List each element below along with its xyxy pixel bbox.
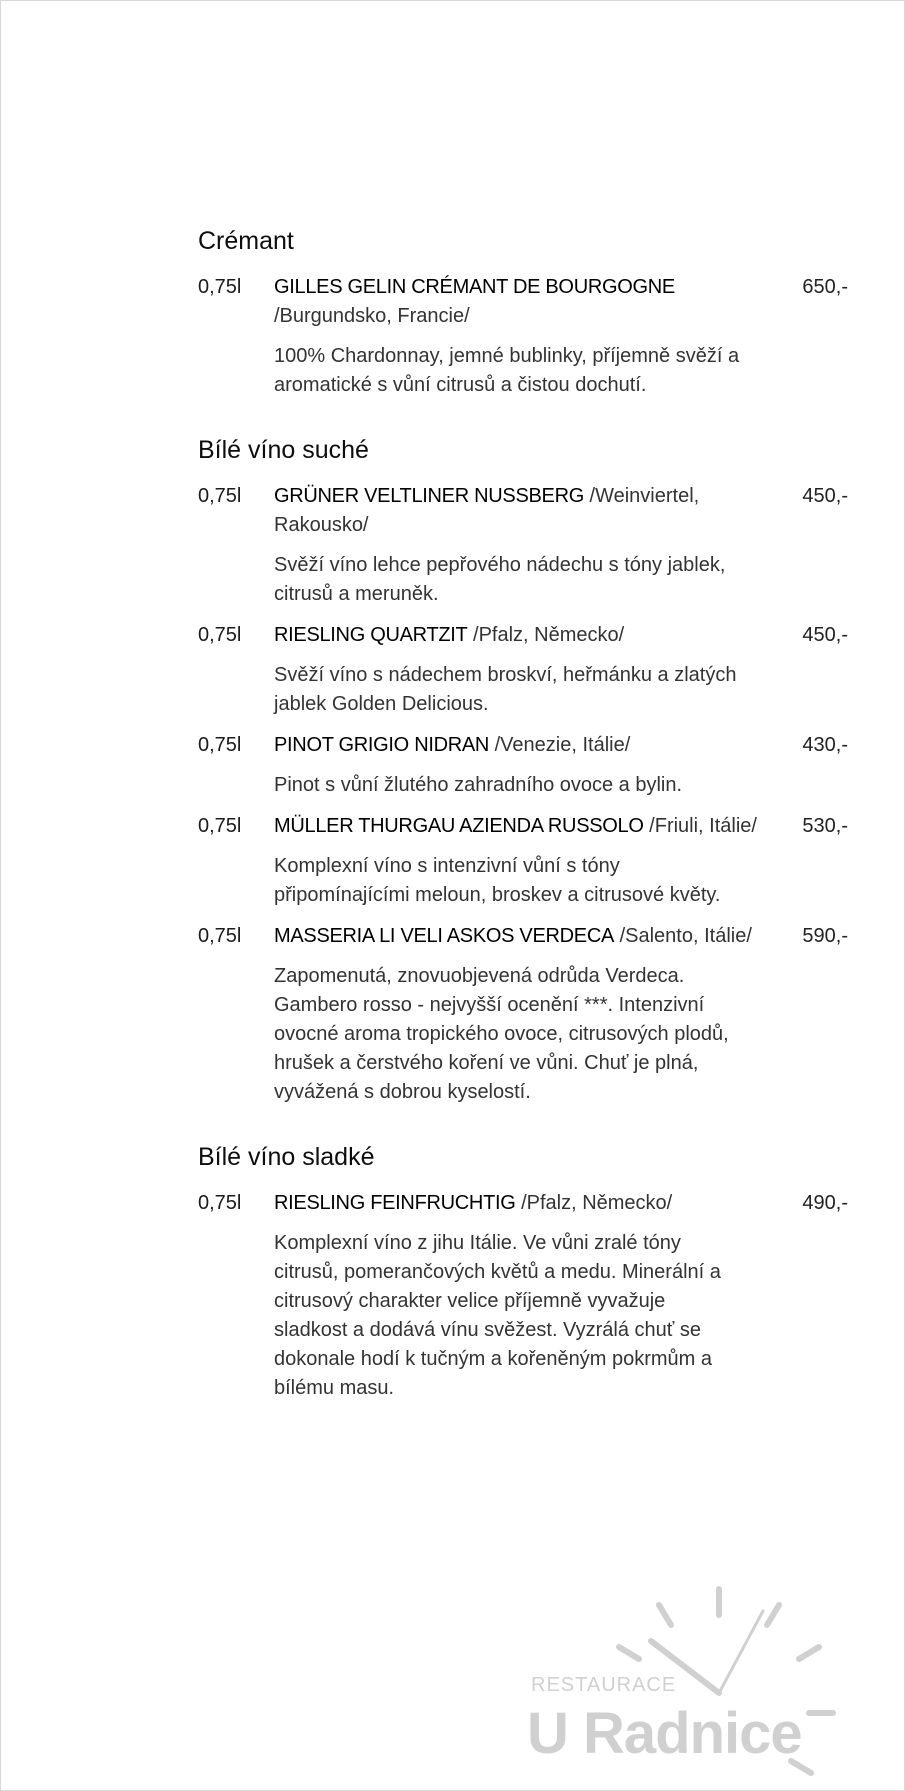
wine-description: Pinot s vůní žlutého zahradního ovoce a bylin. [274, 774, 683, 796]
wine-origin: /Venezie, Itálie/ [494, 734, 631, 756]
wine-volume: 0,75l [198, 276, 242, 298]
wine-description: Svěží víno s nádechem broskví, heřmánku a zlatých jablek Golden Delicious. [274, 664, 737, 715]
wine-item [198, 731, 848, 800]
wine-price: 490,- [802, 1192, 848, 1214]
wine-price: 650,- [802, 276, 848, 298]
wine-price: 590,- [802, 925, 848, 947]
section-white-dry [198, 434, 848, 1107]
section-title: Bílé víno suché [198, 436, 369, 464]
wine-description: Zapomenutá, znovuobjevená odrůda Verdeca. Gambero rosso - nejvyšší ocenění ***. Intenzivní ovocné aroma tropického ovoce, citrusových plodů, hrušek a čerstvého koření ve vůni. Chuť je plná, vyvážená s dobrou kyselostí. [274, 965, 729, 1103]
wine-description: Komplexní víno z jihu Itálie. Ve vůni zralé tóny citrusů, pomerančových květů a medu. Minerální a citrusový charakter velice příjemně vyvažuje sladkost a dodává vínu svěžest. Vyzrálá chuť se dokonale hodí k tučným a kořeněným pokrmům a bílému masu. [274, 1232, 721, 1399]
wine-name: RIESLING FEINFRUCHTIG [274, 1192, 516, 1214]
wine-description: 100% Chardonnay, jemné bublinky, příjemně svěží a aromatické s vůní citrusů a čistou dochutí. [274, 345, 740, 396]
wine-origin: /Pfalz, Německo/ [521, 1192, 673, 1214]
wine-item [198, 273, 848, 400]
wine-name: MASSERIA LI VELI ASKOS VERDECA [274, 925, 615, 947]
restaurant-logo [521, 1581, 851, 1781]
wine-item [198, 812, 848, 910]
wine-name: RIESLING QUARTZIT [274, 624, 468, 646]
wine-description: Svěží víno lehce pepřového nádechu s tóny jablek, citrusů a meruněk. [274, 554, 726, 605]
wine-item [198, 482, 848, 609]
section-white-sweet [198, 1141, 848, 1403]
wine-volume: 0,75l [198, 734, 242, 756]
wine-price: 430,- [802, 734, 848, 756]
wine-list [198, 225, 848, 1437]
wine-price: 530,- [802, 815, 848, 837]
wine-volume: 0,75l [198, 624, 242, 646]
wine-name: GRÜNER VELTLINER NUSSBERG [274, 485, 584, 507]
wine-volume: 0,75l [198, 815, 242, 837]
wine-name: MÜLLER THURGAU AZIENDA RUSSOLO [274, 815, 644, 837]
logo-main-text: U Radnice [527, 1701, 802, 1766]
wine-name: GILLES GELIN CRÉMANT DE BOURGOGNE [274, 276, 675, 298]
logo-top-text: RESTAURACE [531, 1674, 677, 1696]
wine-name: PINOT GRIGIO NIDRAN [274, 734, 490, 756]
wine-price: 450,- [802, 485, 848, 507]
wine-origin: /Salento, Itálie/ [619, 925, 752, 947]
wine-volume: 0,75l [198, 485, 242, 507]
section-cremant [198, 225, 848, 400]
wine-volume: 0,75l [198, 1192, 242, 1214]
wine-origin: /Pfalz, Německo/ [473, 624, 625, 646]
wine-item [198, 922, 848, 1107]
wine-origin: /Burgundsko, Francie/ [274, 305, 470, 327]
section-title: Crémant [198, 227, 294, 255]
wine-origin: /Friuli, Itálie/ [649, 815, 757, 837]
wine-item [198, 1189, 848, 1403]
section-title: Bílé víno sladké [198, 1143, 375, 1171]
wine-origin: /Weinviertel, Rakousko/ [274, 485, 700, 536]
wine-volume: 0,75l [198, 925, 242, 947]
wine-price: 450,- [802, 624, 848, 646]
wine-description: Komplexní víno s intenzivní vůní s tóny připomínajícími meloun, broskev a citrusové květy. [274, 855, 721, 906]
wine-item [198, 621, 848, 719]
